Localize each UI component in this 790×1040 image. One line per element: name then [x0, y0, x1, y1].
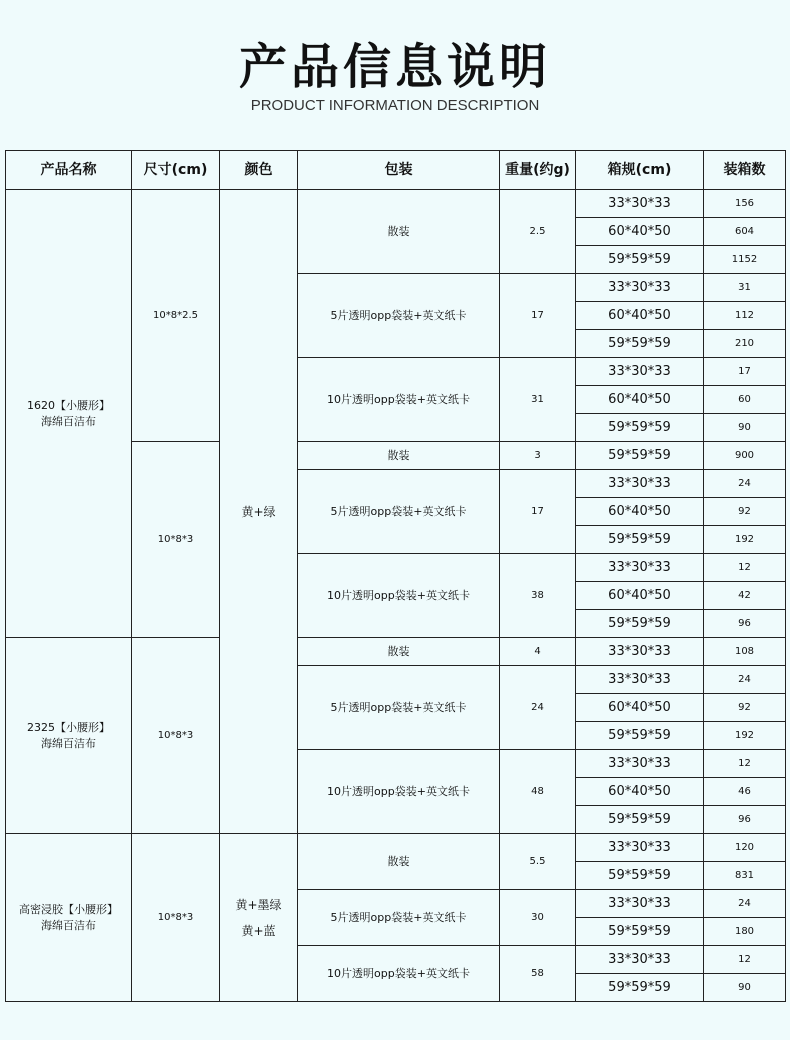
weight-cell: 2.5 [500, 190, 576, 274]
carton-size-cell: 59*59*59 [576, 610, 704, 638]
carton-size-cell: 59*59*59 [576, 246, 704, 274]
carton-qty-cell: 96 [704, 610, 786, 638]
packaging-cell: 10片透明opp袋装+英文纸卡 [298, 554, 500, 638]
packaging-cell: 散装 [298, 190, 500, 274]
product-name-line: 海绵百洁布 [41, 736, 96, 750]
carton-size-cell: 33*30*33 [576, 890, 704, 918]
weight-cell: 30 [500, 890, 576, 946]
carton-size-cell: 33*30*33 [576, 638, 704, 666]
carton-qty-cell: 42 [704, 582, 786, 610]
packaging-cell: 5片透明opp袋装+英文纸卡 [298, 470, 500, 554]
product-name-line: 2325【小腰形】 [27, 720, 110, 734]
carton-size-cell: 33*30*33 [576, 834, 704, 862]
carton-size-cell: 33*30*33 [576, 190, 704, 218]
carton-qty-cell: 12 [704, 946, 786, 974]
product-name-cell [6, 638, 132, 834]
carton-qty-cell: 60 [704, 386, 786, 414]
col-header-product-name: 产品名称 [6, 151, 132, 190]
page-header [0, 0, 790, 150]
packaging-cell: 5片透明opp袋装+英文纸卡 [298, 274, 500, 358]
carton-size-cell: 59*59*59 [576, 442, 704, 470]
carton-size-cell: 60*40*50 [576, 778, 704, 806]
product-name-line: 1620【小腰形】 [27, 398, 110, 412]
packaging-cell: 散装 [298, 638, 500, 666]
color-line: 黄+蓝 [241, 923, 276, 938]
carton-size-cell: 60*40*50 [576, 694, 704, 722]
packaging-cell: 散装 [298, 834, 500, 890]
product-spec-table [5, 150, 786, 1002]
carton-size-cell: 60*40*50 [576, 582, 704, 610]
carton-size-cell: 60*40*50 [576, 386, 704, 414]
weight-cell: 17 [500, 274, 576, 358]
size-cell: 10*8*2.5 [132, 190, 220, 442]
carton-size-cell: 59*59*59 [576, 862, 704, 890]
packaging-cell: 10片透明opp袋装+英文纸卡 [298, 750, 500, 834]
carton-size-cell: 59*59*59 [576, 918, 704, 946]
carton-size-cell: 33*30*33 [576, 274, 704, 302]
weight-cell: 24 [500, 666, 576, 750]
weight-cell: 31 [500, 358, 576, 442]
carton-size-cell: 59*59*59 [576, 526, 704, 554]
carton-qty-cell: 90 [704, 974, 786, 1002]
packaging-cell: 10片透明opp袋装+英文纸卡 [298, 946, 500, 1002]
carton-qty-cell: 1152 [704, 246, 786, 274]
col-header-color: 颜色 [220, 151, 298, 190]
carton-qty-cell: 120 [704, 834, 786, 862]
col-header-packaging: 包装 [298, 151, 500, 190]
carton-qty-cell: 24 [704, 890, 786, 918]
product-name-cell [6, 190, 132, 638]
carton-size-cell: 33*30*33 [576, 750, 704, 778]
product-name-cell [6, 834, 132, 1002]
packaging-cell: 5片透明opp袋装+英文纸卡 [298, 666, 500, 750]
carton-size-cell: 33*30*33 [576, 946, 704, 974]
carton-qty-cell: 24 [704, 470, 786, 498]
weight-cell: 5.5 [500, 834, 576, 890]
carton-size-cell: 33*30*33 [576, 666, 704, 694]
carton-qty-cell: 831 [704, 862, 786, 890]
weight-cell: 58 [500, 946, 576, 1002]
carton-qty-cell: 156 [704, 190, 786, 218]
weight-cell: 48 [500, 750, 576, 834]
size-cell: 10*8*3 [132, 834, 220, 1002]
carton-qty-cell: 90 [704, 414, 786, 442]
carton-qty-cell: 12 [704, 750, 786, 778]
line-gap [220, 913, 297, 923]
table-row [6, 190, 786, 218]
carton-size-cell: 60*40*50 [576, 498, 704, 526]
carton-size-cell: 33*30*33 [576, 554, 704, 582]
carton-size-cell: 59*59*59 [576, 974, 704, 1002]
carton-qty-cell: 180 [704, 918, 786, 946]
col-header-carton-qty: 装箱数 [704, 151, 786, 190]
size-cell: 10*8*3 [132, 442, 220, 638]
carton-qty-cell: 604 [704, 218, 786, 246]
carton-size-cell: 59*59*59 [576, 414, 704, 442]
carton-qty-cell: 24 [704, 666, 786, 694]
packaging-cell: 散装 [298, 442, 500, 470]
weight-cell: 17 [500, 470, 576, 554]
page-title: 产品信息说明 [238, 39, 551, 95]
carton-qty-cell: 46 [704, 778, 786, 806]
packaging-cell: 5片透明opp袋装+英文纸卡 [298, 890, 500, 946]
carton-size-cell: 59*59*59 [576, 722, 704, 750]
color-cell: 黄+绿 [220, 190, 298, 834]
table-row [6, 638, 786, 666]
page-subtitle: PRODUCT INFORMATION DESCRIPTION [250, 97, 540, 114]
packaging-cell: 10片透明opp袋装+英文纸卡 [298, 358, 500, 442]
carton-qty-cell: 192 [704, 526, 786, 554]
carton-size-cell: 33*30*33 [576, 358, 704, 386]
carton-size-cell: 60*40*50 [576, 218, 704, 246]
carton-qty-cell: 96 [704, 806, 786, 834]
size-cell: 10*8*3 [132, 638, 220, 834]
carton-qty-cell: 210 [704, 330, 786, 358]
color-cell [220, 834, 298, 1002]
carton-qty-cell: 31 [704, 274, 786, 302]
carton-qty-cell: 112 [704, 302, 786, 330]
carton-size-cell: 60*40*50 [576, 302, 704, 330]
carton-qty-cell: 900 [704, 442, 786, 470]
carton-size-cell: 33*30*33 [576, 470, 704, 498]
product-name-line: 高密浸胶【小腰形】 [19, 902, 118, 916]
product-name-line: 海绵百洁布 [41, 414, 96, 428]
col-header-carton-size: 箱规(cm) [576, 151, 704, 190]
carton-qty-cell: 92 [704, 694, 786, 722]
weight-cell: 4 [500, 638, 576, 666]
weight-cell: 38 [500, 554, 576, 638]
table-body [6, 190, 786, 1002]
carton-qty-cell: 108 [704, 638, 786, 666]
carton-qty-cell: 12 [704, 554, 786, 582]
carton-qty-cell: 192 [704, 722, 786, 750]
col-header-size: 尺寸(cm) [132, 151, 220, 190]
weight-cell: 3 [500, 442, 576, 470]
table-row [6, 834, 786, 862]
carton-size-cell: 59*59*59 [576, 806, 704, 834]
product-name-line: 海绵百洁布 [41, 918, 96, 932]
carton-size-cell: 59*59*59 [576, 330, 704, 358]
color-line: 黄+墨绿 [235, 897, 282, 912]
carton-qty-cell: 17 [704, 358, 786, 386]
table-header-row [6, 151, 786, 190]
col-header-weight: 重量(约g) [500, 151, 576, 190]
carton-qty-cell: 92 [704, 498, 786, 526]
